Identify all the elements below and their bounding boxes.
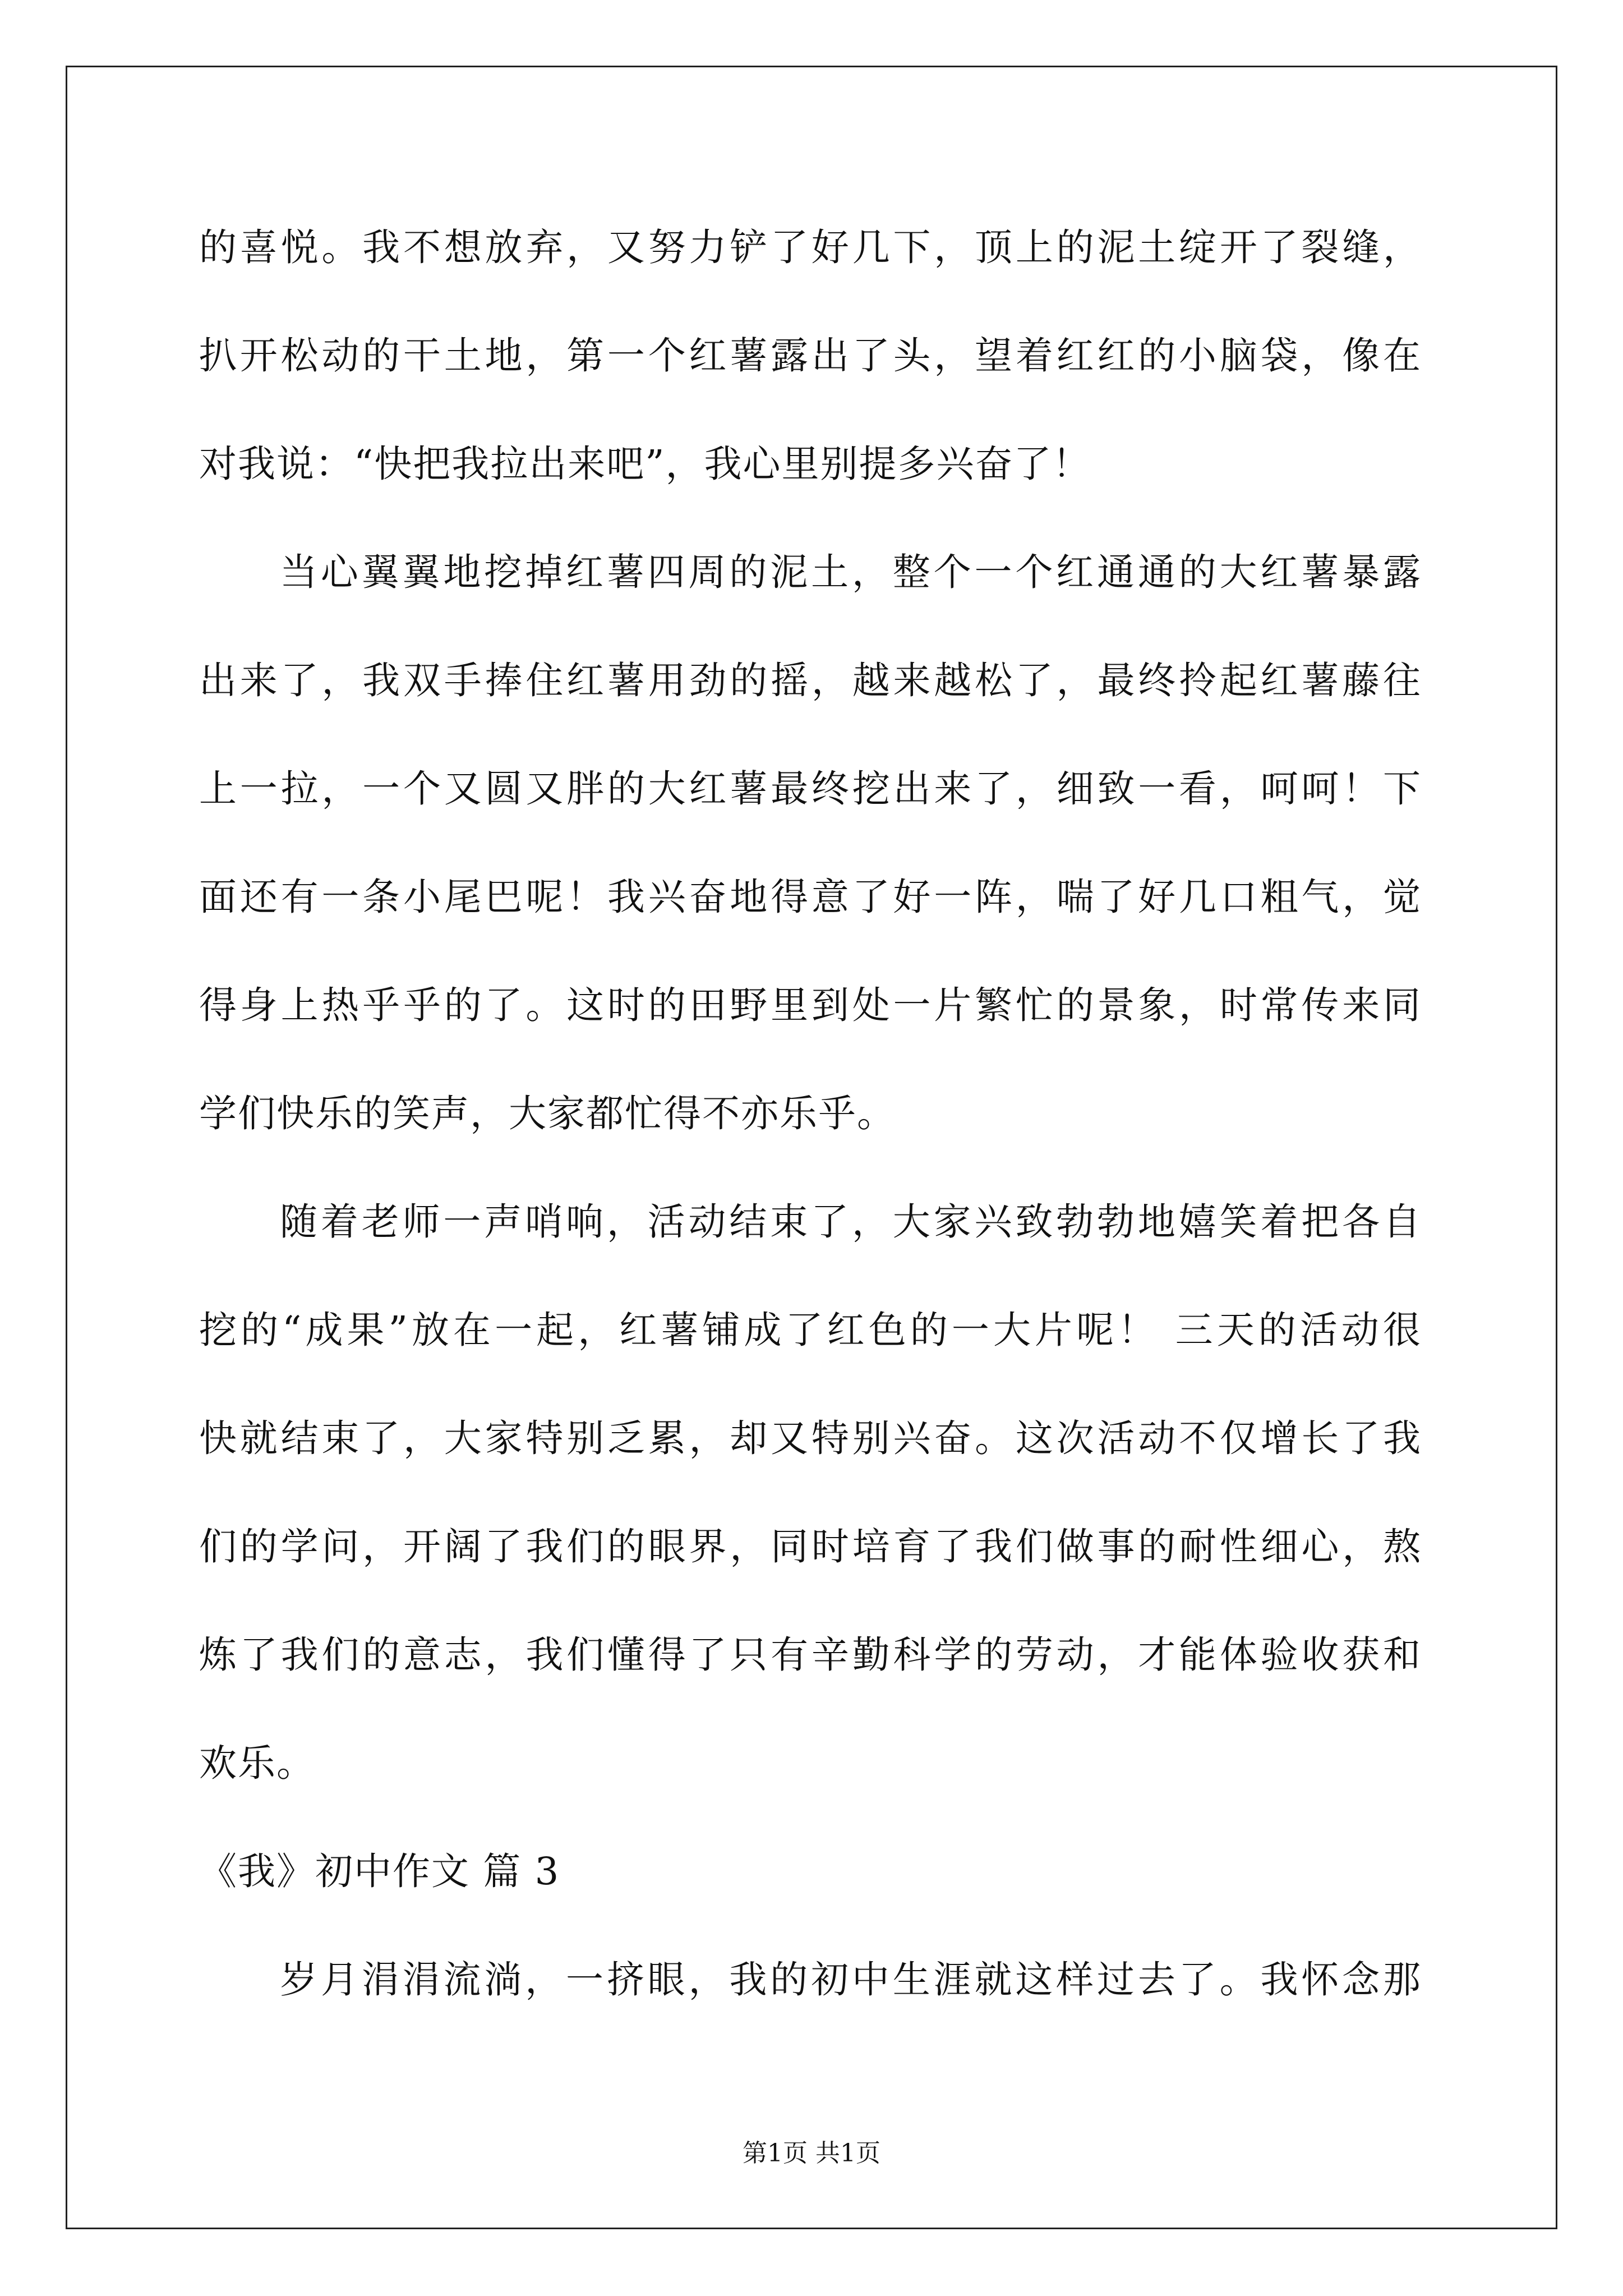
page-number-footer: 第1页 共1页	[743, 2139, 880, 2168]
text-line: 的喜悦。我不想放弃，又努力铲了好几下，顶上的泥土绽开了裂缝，	[199, 226, 1422, 269]
text-line: 面还有一条小尾巴呢！我兴奋地得意了好一阵，喘了好几口粗气，觉	[199, 875, 1422, 919]
text-line: 上一拉，一个又圆又胖的大红薯最终挖出来了，细致一看，呵呵！下	[199, 767, 1422, 811]
section-heading: 《我》初中作文 篇 3	[199, 1849, 560, 1893]
paragraph-start-line: 岁月涓涓流淌，一挤眼，我的初中生涯就这样过去了。我怀念那	[280, 1958, 1422, 2001]
text-line: 挖的“成果”放在一起，红薯铺成了红色的一大片呢！ 三天的活动很	[199, 1308, 1422, 1352]
text-line: 们的学问，开阔了我们的眼界，同时培育了我们做事的耐性细心，熬	[199, 1525, 1422, 1568]
paragraph-start-line: 随着老师一声哨响，活动结束了，大家兴致勃勃地嬉笑着把各自	[280, 1200, 1422, 1244]
paragraph-start-line: 当心翼翼地挖掉红薯四周的泥土，整个一个红通通的大红薯暴露	[280, 550, 1422, 594]
text-line: 学们快乐的笑声，大家都忙得不亦乐乎。	[199, 1092, 896, 1135]
text-line: 得身上热乎乎的了。这时的田野里到处一片繁忙的景象，时常传来同	[199, 983, 1422, 1027]
document-body	[199, 194, 1422, 2034]
text-line: 快就结束了，大家特别乏累，却又特别兴奋。这次活动不仅增长了我	[199, 1416, 1422, 1460]
text-line: 对我说：“快把我拉出来吧”，我心里别提多兴奋了！	[199, 442, 1091, 486]
text-line: 出来了，我双手捧住红薯用劲的摇，越来越松了，最终拎起红薯藤往	[199, 659, 1422, 702]
text-line: 扒开松动的干土地，第一个红薯露出了头，望着红红的小脑袋，像在	[199, 334, 1422, 378]
text-line: 炼了我们的意志，我们懂得了只有辛勤科学的劳动，才能体验收获和	[199, 1633, 1422, 1677]
text-line: 欢乐。	[199, 1741, 315, 1785]
